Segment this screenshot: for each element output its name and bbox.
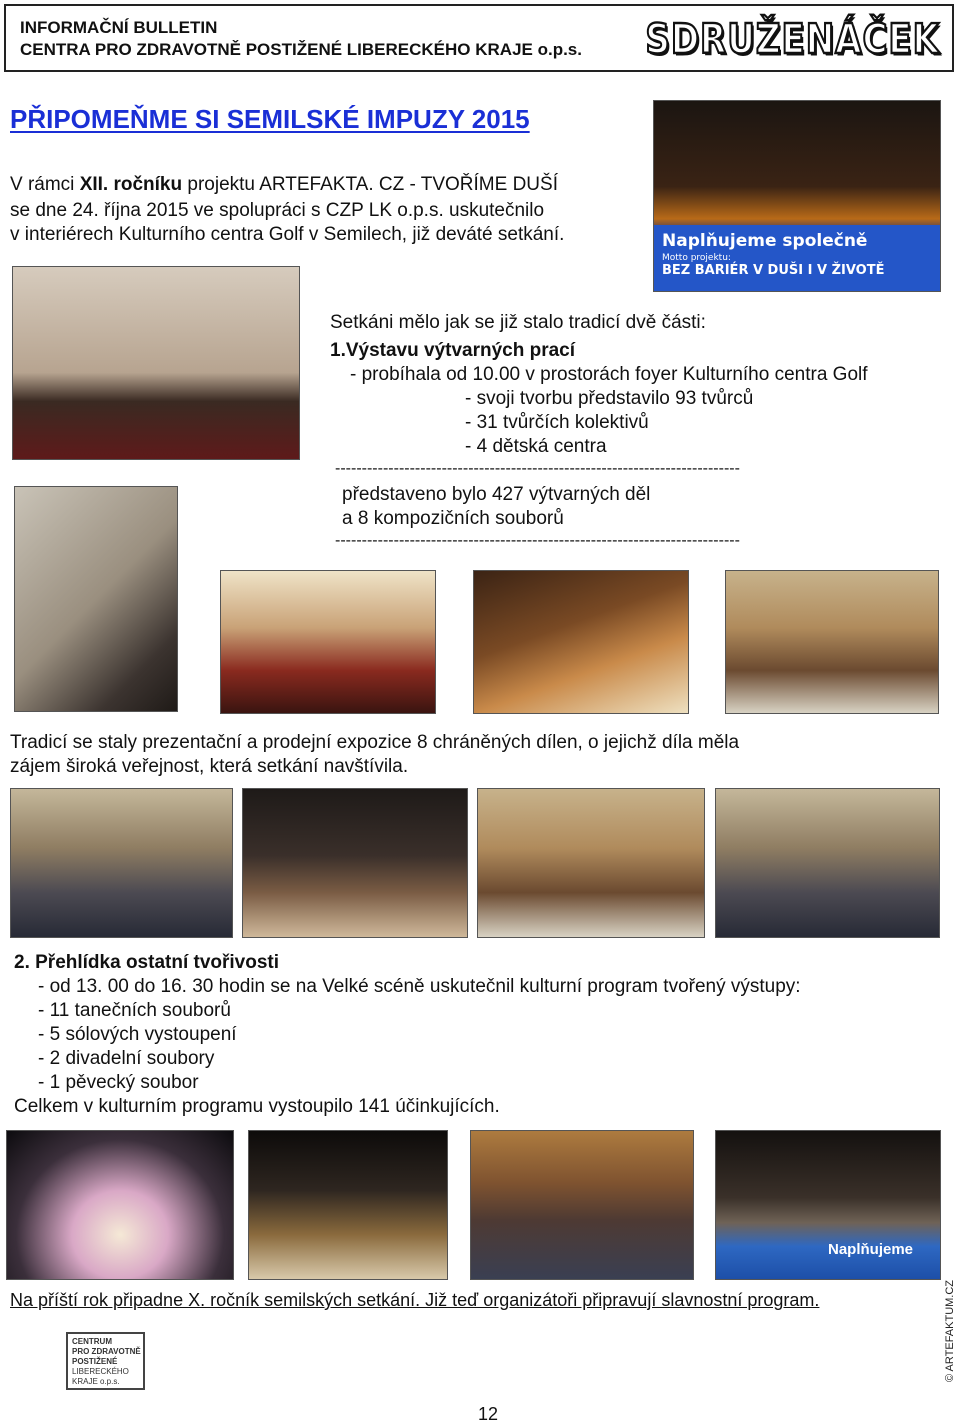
stage-banner-subtitle: BEZ BARIÉR V DUŠI I V ŽIVOTĚ: [662, 263, 885, 278]
photo-image: [7, 1131, 233, 1279]
photo-workshop-stall-4: [715, 788, 940, 938]
photo-image: [243, 789, 467, 937]
intro-line-3: v interiérech Kulturního centra Golf v Semilech, již deváté setkání.: [10, 224, 565, 245]
bulletin-header: [4, 4, 954, 72]
photo-image: [249, 1131, 447, 1279]
logo-line-3: POSTIŽENÉ: [72, 1357, 118, 1366]
photo-paintings-easels: [220, 570, 436, 714]
photo-wheelchair-visitor: [14, 486, 178, 712]
part1-intro: Setkáni mělo jak se již stalo tradicí dvě části:: [330, 312, 706, 333]
page-number: 12: [478, 1404, 499, 1424]
photo-workshop-stall-2: [242, 788, 468, 938]
part2-line-4: - 2 divadelní soubory: [38, 1048, 215, 1069]
header-line-2: CENTRA PRO ZDRAVOTNĚ POSTIŽENÉ LIBERECKÉHO KRAJE o.p.s.: [20, 40, 582, 59]
photo-image: [478, 789, 704, 937]
intro-text: V rámci: [10, 174, 80, 195]
part1-line-1: - probíhala od 10.00 v prostorách foyer Kulturního centra Golf: [350, 364, 868, 385]
photo-dancers-gowns: [6, 1130, 234, 1280]
intro-text: projektu ARTEFAKTA. CZ - TVOŘÍME DUŠÍ: [182, 174, 558, 195]
photo-image: [13, 267, 299, 459]
header-line-1: INFORMAČNÍ BULLETIN: [20, 18, 218, 37]
copyright-vertical: © ARTEFAKTUM.CZ: [944, 1279, 956, 1382]
part1-summary-2: a 8 kompozičních souborů: [342, 508, 564, 529]
photo-workshop-stall-3: [477, 788, 705, 938]
part2-line-5: - 1 pěvecký soubor: [38, 1072, 199, 1093]
photo-exhibition-hall: [725, 570, 939, 714]
part1-line-3: - 31 tvůrčích kolektivů: [465, 412, 649, 433]
photo-colorful-paintings: [473, 570, 689, 714]
part2-line-2: - 11 tanečních souborů: [38, 1000, 231, 1021]
part1-heading: 1.Výstavu výtvarných prací: [330, 340, 576, 361]
logo-line-2: PRO ZDRAVOTNĚ: [72, 1347, 141, 1356]
intro-bold: XII. ročníku: [79, 174, 183, 195]
photo-image: [474, 571, 688, 713]
stage-banner-title: Naplňujeme společně: [662, 231, 868, 251]
stage-banner: [654, 225, 940, 291]
photo-image: [716, 789, 939, 937]
brand-logo: SDRUŽENÁČEK: [645, 16, 940, 64]
intro-line-2: se dne 24. října 2015 ve spolupráci s CZP LK o.p.s. uskutečnilo: [10, 200, 545, 221]
photo-image: [11, 789, 232, 937]
photo-exhibition-room: [12, 266, 300, 460]
tradition-line-2: zájem široká veřejnost, která setkání navštívila.: [10, 756, 409, 777]
part1-summary-1: představeno bylo 427 výtvarných děl: [342, 484, 651, 505]
stage-banner-motto: Motto projektu:: [662, 253, 731, 263]
photo-stage-dancers: [653, 100, 941, 292]
part2-line-3: - 5 sólových vystoupení: [38, 1024, 237, 1045]
czp-logo: [66, 1332, 145, 1390]
photo-image: [221, 571, 435, 713]
logo-line-4: LIBERECKÉHO: [72, 1367, 129, 1376]
photo-theatre-performance: [248, 1130, 448, 1280]
divider-dashes-2: ----------------------------------------------------------------------------: [335, 532, 740, 549]
bottom-banner-text: Naplňujeme: [828, 1241, 914, 1258]
part1-line-4: - 4 dětská centra: [465, 436, 607, 457]
photo-image: [471, 1131, 693, 1279]
logo-line-1: CENTRUM: [72, 1337, 112, 1346]
page-title: PŘIPOMEŇME SI SEMILSKÉ IMPUZY 2015: [10, 104, 530, 134]
part2-heading: 2. Přehlídka ostatní tvořivosti: [14, 952, 280, 973]
part2-total: Celkem v kulturním programu vystoupilo 141 účinkujících.: [14, 1096, 500, 1117]
photo-image: [15, 487, 177, 711]
photo-image: [726, 571, 938, 713]
intro-line-1: [10, 172, 558, 198]
tradition-line-1: Tradicí se staly prezentační a prodejní expozice 8 chráněných dílen, o jejichž díla měla: [10, 732, 740, 753]
divider-dashes-1: ----------------------------------------------------------------------------: [335, 460, 740, 477]
part1-line-2: - svoji tvorbu představilo 93 tvůrců: [465, 388, 754, 409]
photo-audience: [470, 1130, 694, 1280]
photo-workshop-stall-1: [10, 788, 233, 938]
photo-wheelchair-dance: [715, 1130, 941, 1280]
footer-note: Na příští rok připadne X. ročník semilských setkání. Již teď organizátoři připravují slavnostní program.: [10, 1290, 820, 1310]
logo-line-5: KRAJE o.p.s.: [72, 1377, 120, 1386]
part2-line-1: - od 13. 00 do 16. 30 hodin se na Velké scéně uskutečnil kulturní program tvořený výstupy:: [38, 976, 801, 997]
